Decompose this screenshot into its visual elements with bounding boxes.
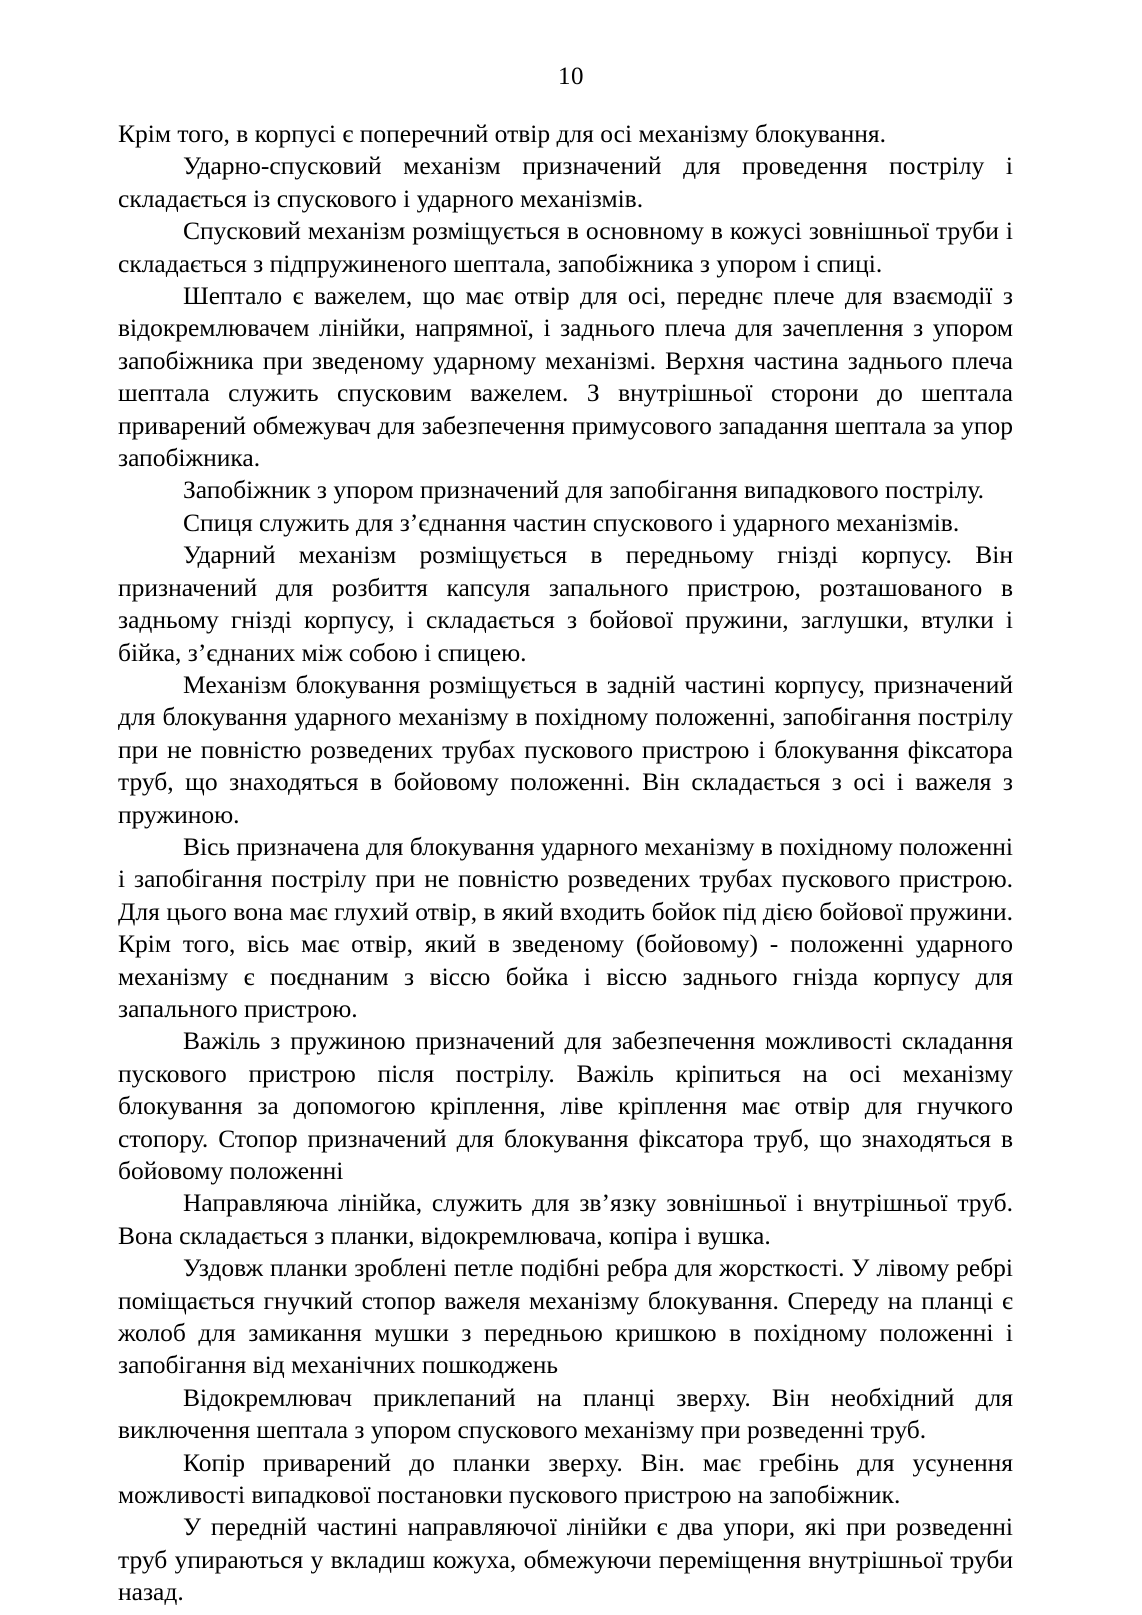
paragraph: Відокремлювач приклепаний на планці зверху. Він необхідний для виключення шептала з упором спускового механізму при розведенні труб. <box>118 1382 1013 1445</box>
paragraph: Крім того, в корпусі є поперечний отвір для осі механізму блокування. <box>118 119 887 148</box>
paragraph: Ударно-спусковий механізм призначений для проведення пострілу і складається із спускового і ударного механізмів. <box>118 151 1013 213</box>
paragraph: Направляюча лінійка, служить для зв’язку зовнішньої і внутрішньої труб. Вона складається з планки, відокремлювача, копіра і вушка. <box>118 1188 1013 1250</box>
paragraph: Важіль з пружиною призначений для забезпечення можливості складання пускового пристрою після пострілу. Важіль кріпиться на осі механізму блокування за допомогою кріплення, ліве кріплення має отвір для гнучкого стопору. Стопор призначений для блокування фіксатора труб, що знаходяться в бойовому положенні <box>118 1026 1013 1185</box>
paragraph: Спиця служить для з’єднання частин спускового і ударного механізмів. <box>183 507 960 537</box>
paragraph: Шептало є важелем, що має отвір для осі, переднє плече для взаємодії з відокремлювачем лінійки, напрямної, і заднього плеча для зачеплення з упором запобіжника при зведеному ударному механізмі. Верхня частина заднього плеча шептала служить спусковим важелем. З внутрішньої сторони до шептала приварений обмежувач для забезпечення примусового западання шептала за упор запобіжника. <box>118 281 1013 473</box>
page-number: 10 <box>558 63 584 90</box>
document-body <box>118 118 1013 1609</box>
paragraph: Механізм блокування розміщується в задній частині корпусу, призначений для блокування ударного механізму в похідному положенні, запобігання пострілу при не повністю розведених трубах пускового пристрою і блокування фіксатора труб, що знаходяться в бойовому положенні. Він складається з осі і важеля з пружиною. <box>118 669 1013 829</box>
paragraph: Уздовж планки зроблені петле подібні ребра для жорсткості. У лівому ребрі поміщається гнучкий стопор важеля механізму блокування. Спереду на планці є жолоб для замикання мушки з передньою кришкою в похідному положенні і запобігання від механічних пошкоджень <box>118 1253 1013 1380</box>
paragraph: У передній частині направляючої лінійки є два упори, які при розведенні труб упираються у вкладиш кожуха, обмежуючи переміщення внутрішньої труби назад. <box>118 1512 1013 1607</box>
paragraph: Спусковий механізм розміщується в основному в кожусі зовнішньої труби і складається з підпружиненого шептала, запобіжника з упором і спиці. <box>118 216 1013 278</box>
paragraph: Ударний механізм розміщується в передньому гнізді корпусу. Він призначений для розбиття капсуля запального пристрою, розташованого в задньому гнізді корпусу, і складається з бойової пружини, заглушки, втулки і бійка, з’єднаних між собою і спицею. <box>118 540 1013 667</box>
paragraph: Запобіжник з упором призначений для запобігання випадкового пострілу. <box>183 475 984 505</box>
paragraph: Копір приварений до планки зверху. Він. має гребінь для усунення можливості випадкової постановки пускового пристрою на запобіжник. <box>118 1447 1013 1510</box>
paragraph: Вісь призначена для блокування ударного механізму в похідному положенні і запобігання пострілу при не повністю розведених трубах пускового пристрою. Для цього вона має глухий отвір, в який входить бойок під дією бойової пружини. Крім того, вісь має отвір, який в зведеному (бойовому) - положенні ударного механізму є поєднаним з віссю бойка і віссю заднього гнізда корпусу для запального пристрою. <box>118 831 1013 1023</box>
